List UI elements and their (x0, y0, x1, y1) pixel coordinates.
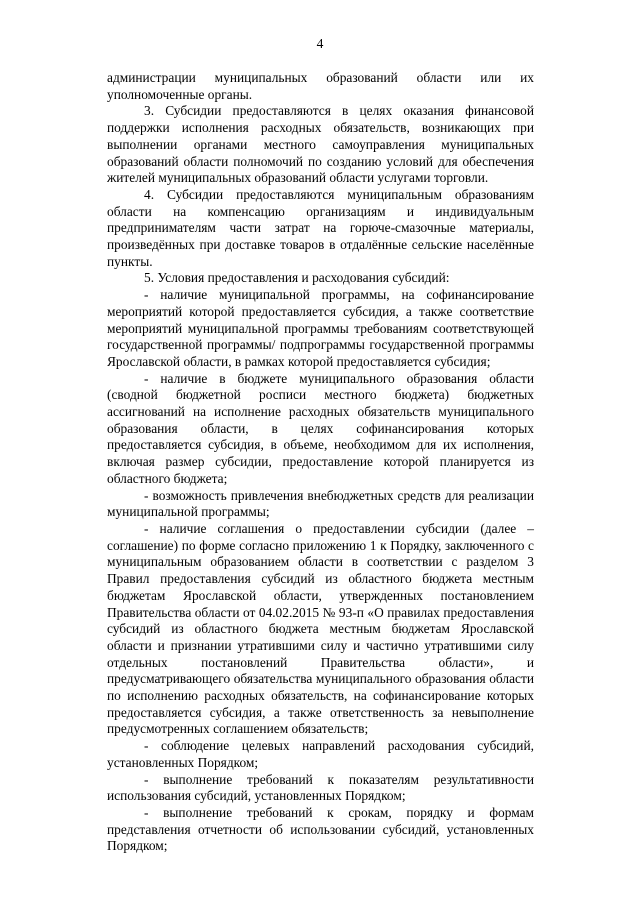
list-item: - выполнение требований к показателям результативности использования субсидий, установленных Порядком; (107, 771, 534, 804)
paragraph-clause-3: 3. Субсидии предоставляются в целях оказания финансовой поддержки исполнения расходных обязательств, возникающих при выполнении органами местного самоуправления муниципальных образований области полномочий по созданию условий для обеспечения жителей муниципальных образований области услугами торговли. (107, 103, 534, 186)
document-body (107, 70, 534, 855)
list-item: - возможность привлечения внебюджетных средств для реализации муниципальной программы; (107, 487, 534, 520)
list-item: - наличие в бюджете муниципального образования области (сводной бюджетной росписи местного бюджета) бюджетных ассигнований на исполнение расходных обязательств муниципального образования области, в целях софинансирования которых предоставляется субсидия, в объеме, необходимом для их исполнения, включая размер субсидии, предоставление которой планируется из областного бюджета; (107, 370, 534, 486)
page-number: 4 (316, 36, 324, 51)
list-item: - выполнение требований к срокам, порядку и формам представления отчетности об использовании субсидий, установленных Порядком; (107, 804, 534, 854)
list-item: - соблюдение целевых направлений расходования субсидий, установленных Порядком; (107, 738, 534, 770)
list-item: - наличие соглашения о предоставлении субсидии (далее – соглашение) по форме согласно приложению 1 к Порядку, заключенного с муниципальным образованием области в соответствии с разделом 3 Правил предоставления субсидий из областного бюджета местным бюджетам Ярославской области, утвержденных постановлением Правительства области от 04.02.2015 № 93-п «О правилах предоставления субсидий из областного бюджета местным бюджетам Ярославской области и признании утратившими силу и частично утратившими силу отдельных постановлений Правительства области», и предусматривающего обязательства муниципального образования области по исполнению расходных обязательств, на софинансирование которых предоставляется субсидия, а также ответственность за невыполнение предусмотренных соглашением обязательств; (107, 520, 534, 737)
paragraph-clause-4: 4. Субсидии предоставляются муниципальным образованиям области на компенсацию организациям и индивидуальным предпринимателям части затрат на горюче-смазочные материалы, произведённых при доставке товаров в отдалённые сельские населённые пункты. (107, 186, 534, 269)
list-item: - наличие муниципальной программы, на софинансирование мероприятий которой предоставляется субсидия, а также соответствие мероприятий муниципальной программы требованиям соответствующей государственной программы/ подпрограммы государственной программы Ярославской области, в рамках которой предоставляется субсидия; (107, 287, 534, 369)
paragraph-clause-5: 5. Условия предоставления и расходования субсидий: (144, 270, 450, 286)
paragraph: администрации муниципальных образований области или их уполномоченные органы. (107, 70, 534, 102)
